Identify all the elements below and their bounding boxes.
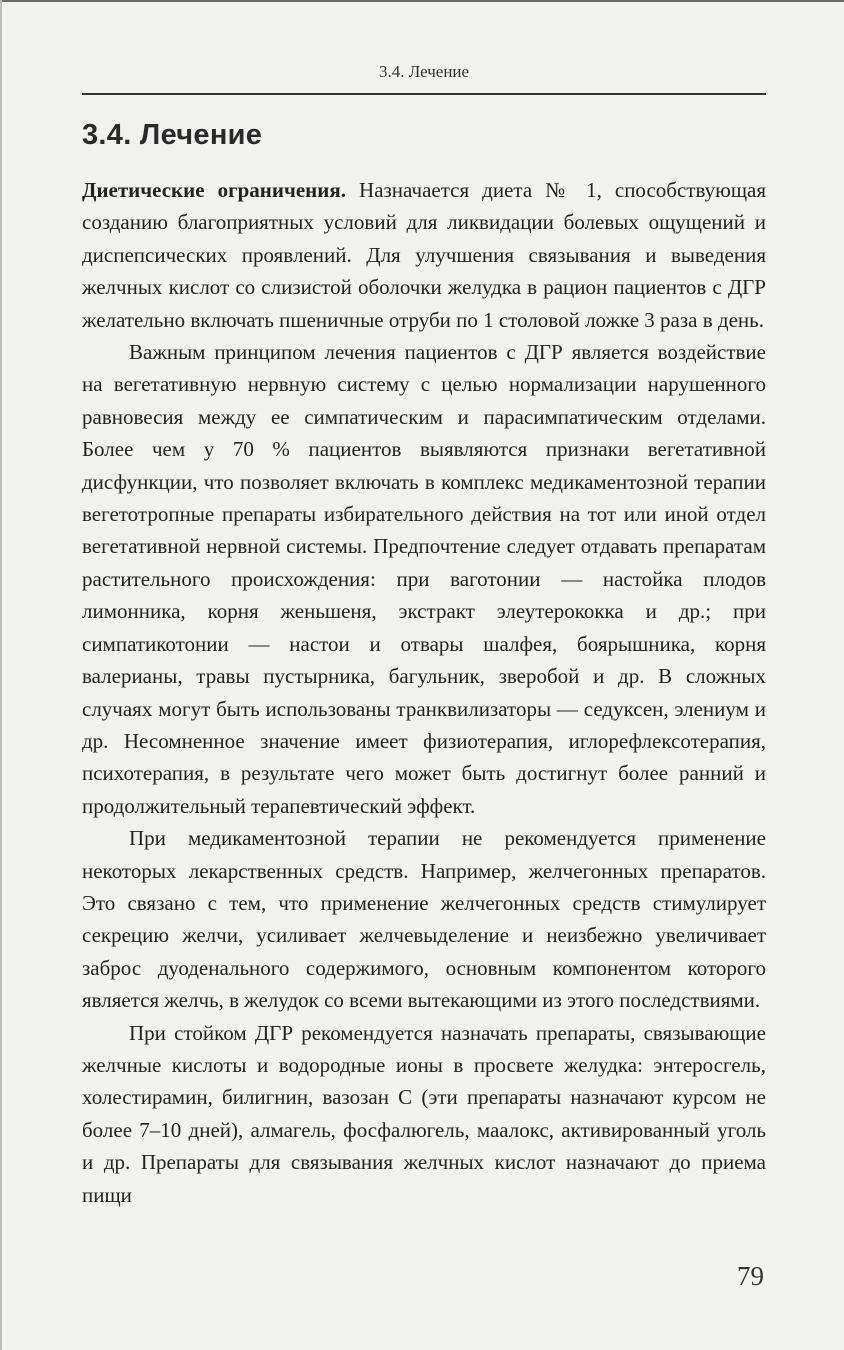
- page-left-edge: [0, 0, 2, 1350]
- paragraph-cholagogues: [82, 822, 766, 1016]
- page-number: 79: [737, 1261, 764, 1291]
- section-title: 3.4. Лечение: [82, 119, 263, 151]
- paragraph-text: При медикаментозной терапии не рекомендуется применение некоторых лекарственных средств. Например, желчегонных препаратов. Это связано с тем, что применение желчегонных средств стимулирует секрецию желчи, усиливает желчевыделение и неизбежно увеличивает заброс дуоденального содержимого, основным компонентом которого является желчь, в желудок со всеми вытекающими из этого последствиями.: [82, 826, 766, 1013]
- paragraph-lead: Диетические ограничения.: [82, 178, 346, 202]
- paragraph-diet: [82, 174, 766, 336]
- page-top-edge: [0, 0, 844, 2]
- header-rule: [82, 93, 766, 95]
- body-text: [82, 174, 766, 1211]
- paragraph-text: При стойком ДГР рекомендуется назначать препараты, связывающие желчные кислоты и водородные ионы в просвете желудка: энтеросгель, холестирамин, билигнин, вазозан С (эти препараты назначают курсом не более 7–10 дней), алмагель, фосфалюгель, маалокс, активированный уголь и др. Препараты для связывания желчных кислот назначают до приема пищи: [82, 1020, 766, 1207]
- paragraph-text: Назначается диета № 1, способствующая созданию благоприятных условий для ликвидации болевых ощущений и диспепсических проявлений. Для улучшения связывания и выведения желчных кислот со слизистой оболочки желудка в рацион пациентов с ДГР желательно включать пшеничные отруби по 1 столовой ложке 3 раза в день.: [82, 178, 766, 332]
- running-head: 3.4. Лечение: [378, 62, 470, 81]
- paragraph-binders: [82, 1017, 766, 1211]
- paragraph-text: Важным принципом лечения пациентов с ДГР является воздействие на вегетативную нервную систему с целью нормализации нарушенного равновесия между ее симпатическим и парасимпатическим отделами. Более чем у 70 % пациентов выявляются признаки вегетативной дисфункции, что позволяет включать в комплекс медикаментозной терапии вегетотропные препараты избирательного действия на тот или иной отдел вегетативной нервной системы. Предпочтение следует отдавать препаратам растительного происхождения: при ваготонии — настойка плодов лимонника, корня женьшеня, экстракт элеутерококка и др.; при симпатикотонии — настои и отвары шалфея, боярышника, корня валерианы, травы пустырника, багульник, зверобой и др. В сложных случаях могут быть использованы транквилизаторы — седуксен, элениум и др. Несомненное значение имеет физиотерапия, иглорефлексотерапия, психотерапия, в результате чего может быть достигнут более ранний и продолжительный терапевтический эффект.: [82, 340, 766, 818]
- paragraph-vegetative: [82, 336, 766, 822]
